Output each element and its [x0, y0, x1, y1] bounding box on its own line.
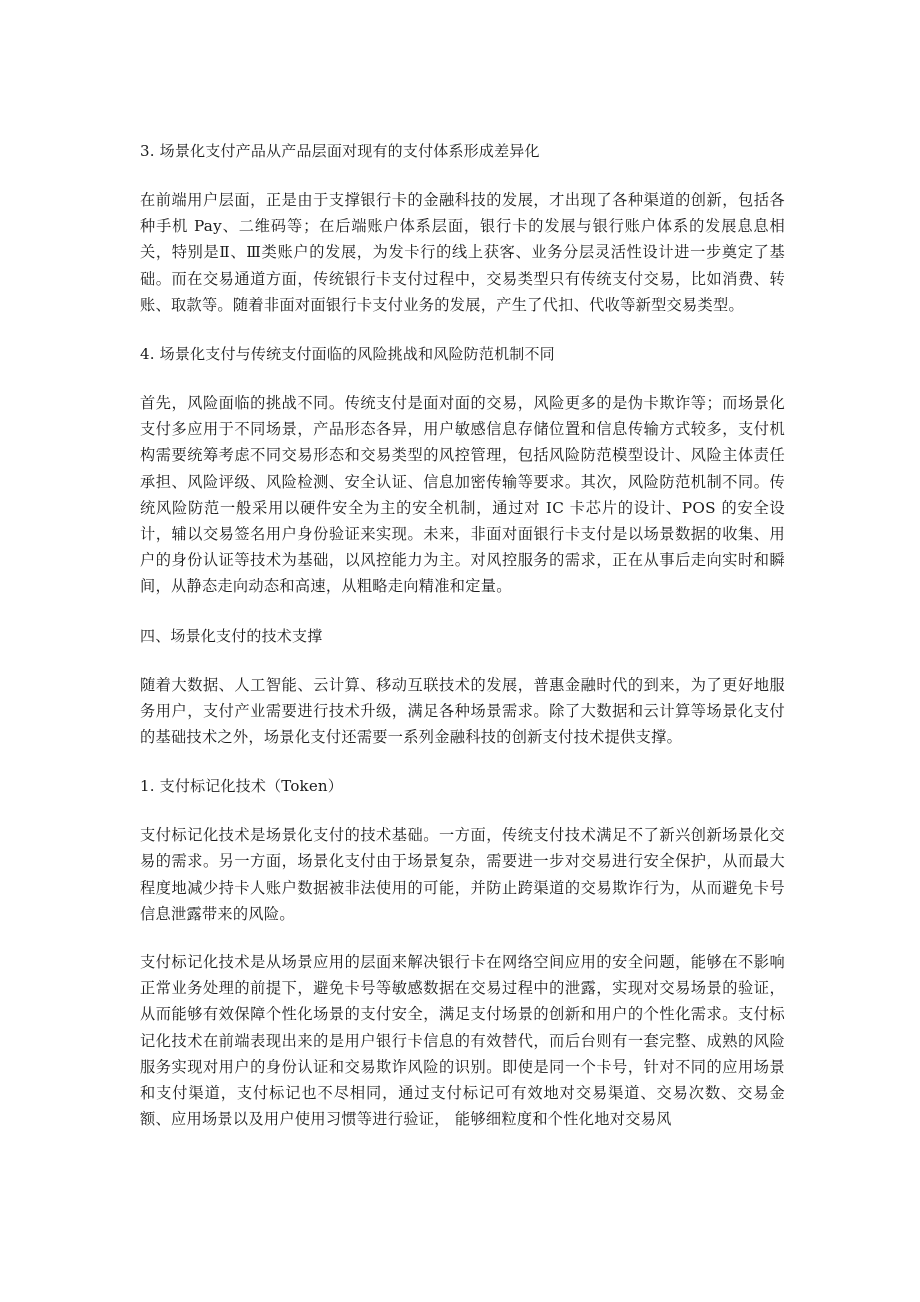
- section-heading-token: 1. 支付标记化技术（Token）: [140, 777, 343, 796]
- section-heading-3: 3. 场景化支付产品从产品层面对现有的支付体系形成差异化: [140, 142, 540, 160]
- paragraph-tech-development: 随着大数据、人工智能、云计算、移动互联技术的发展，普惠金融时代的到来，为了更好地服务用户，支付产业需要进行技术升级，满足各种场景需求。除了大数据和云计算等场景化支付的基础技术之外，场景化支付还需要一系列金融科技的创新支付技术提供支撑。: [140, 675, 785, 747]
- paragraph-token-basis: 支付标记化技术是场景化支付的技术基础。一方面，传统支付技术满足不了新兴创新场景化交易的需求。另一方面，场景化支付由于场景复杂，需要进一步对交易进行安全保护，从而最大程度地减少持卡人账户数据被非法使用的可能，并防止跨渠道的交易欺诈行为，从而避免卡号信息泄露带来的风险。: [140, 826, 785, 923]
- document-body: [140, 137, 785, 1132]
- paragraph-token-security: 支付标记化技术是从场景应用的层面来解决银行卡在网络空间应用的安全问题，能够在不影响正常业务处理的前提下，避免卡号等敏感数据在交易过程中的泄露，实现对交易场景的验证，从而能够有效保障个性化场景的支付安全，满足支付场景的创新和用户的个性化需求。支付标记化技术在前端表现出来的是用户银行卡信息的有效替代，而后台则有一套完整、成熟的风险服务实现对用户的身份认证和交易欺诈风险的识别。即使是同一个卡号，针对不同的应用场景和支付渠道，支付标记也不尽相同，通过支付标记可有效地对交易渠道、交易次数、交易金额、应用场景以及用户使用习惯等进行验证， 能够细粒度和个性化地对交易风: [140, 953, 785, 1129]
- section-heading-4: 4. 场景化支付与传统支付面临的风险挑战和风险防范机制不同: [140, 345, 555, 364]
- paragraph-risk-challenges: 首先，风险面临的挑战不同。传统支付是面对面的交易，风险更多的是伪卡欺诈等；而场景化支付多应用于不同场景，产品形态各异，用户敏感信息存储位置和信息传输方式较多，支付机构需要统筹考虑不同交易形态和交易类型的风控管理，包括风险防范模型设计、风险主体责任承担、风险评级、风险检测、安全认证、信息加密传输等要求。其次，风险防范机制不同。传统风险防范一般采用以硬件安全为主的安全机制，通过对 IC 卡芯片的设计、POS 的安全设计，辅以交易签名用户身份验证来实现。未来，非面对面银行卡支付是以场景数据的收集、用户的身份认证等技术为基础，以风控能力为主。对风控服务的需求，正在从事后走向实时和瞬间，从静态走向动态和高速，从粗略走向精准和定量。: [140, 394, 785, 596]
- chapter-heading-tech-support: 四、场景化支付的技术支撑: [140, 626, 323, 645]
- paragraph-front-end-layer: 在前端用户层面，正是由于支撑银行卡的金融科技的发展，才出现了各种渠道的创新，包括各种手机 Pay、二维码等；在后端账户体系层面，银行卡的发展与银行账户体系的发展息息相关，特别是Ⅱ、Ⅲ类账户的发展，为发卡行的线上获客、业务分层灵活性设计进一步奠定了基础。而在交易通道方面，传统银行卡支付过程中，交易类型只有传统支付交易，比如消费、转账、取款等。随着非面对面银行卡支付业务的发展，产生了代扣、代收等新型交易类型。: [140, 191, 785, 314]
